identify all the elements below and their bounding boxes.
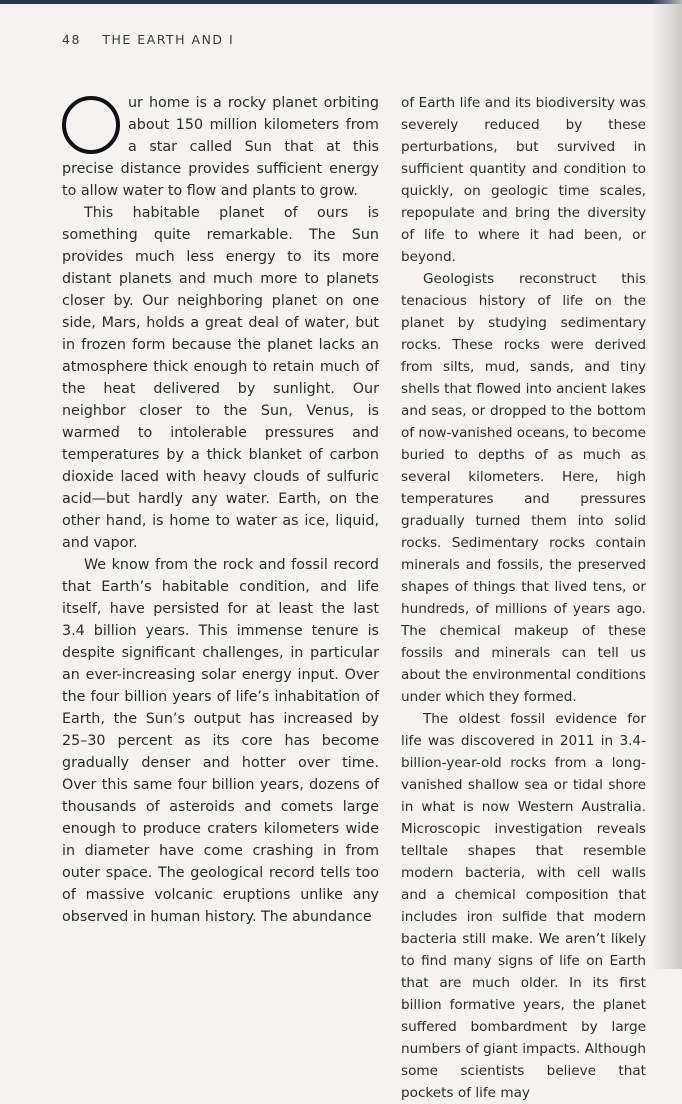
page-top-edge: [0, 0, 682, 4]
paragraph: This habitable planet of ours is something quite remarkable. The Sun provides much less energy to its more distant planets and much more to planets closer by. Our neighboring planet on one side, Mars, holds a great deal of water, but in frozen form because the planet lacks an atmosphere thick enough to retain much of the heat delivered by sunlight. Our neighbor closer to the Sun, Venus, is warmed to intolerable pressures and temperatures by a thick blanket of carbon dioxide laced with heavy clouds of sulfuric acid—but hardly any water. Earth, on the other hand, is home to water as ice, liquid, and vapor.: [62, 205, 379, 551]
page-number: 48: [62, 32, 81, 47]
right-column: [401, 92, 646, 1104]
paragraph: The oldest fossil evidence for life was discovered in 2011 in 3.4-billion-year-old rocks from a long-vanished shallow sea or tidal shore in what is now Western Australia. Microscopic investigation reveals telltale shapes that resemble modern bacteria, with cell walls and a chemical composition that includes iron sulfide that modern bacteria still make. We aren’t likely to find many signs of life on Earth that are much older. In its first billion formative years, the planet suffered bombardment by large numbers of giant impacts. Although some scientists believe that pockets of life may: [401, 711, 646, 1101]
page-gutter-shadow: [652, 0, 682, 969]
book-title: THE EARTH AND I: [102, 32, 235, 47]
paragraph: We know from the rock and fossil record that Earth’s habitable condition, and life itself, have persisted for at least the last 3.4 billion years. This immense tenure is despite significant challenges, in particular an ever-increasing solar energy input. Over the four billion years of life’s inhabitation of Earth, the Sun’s output has increased by 25–30 percent as its core has become gradually denser and hotter over time. Over this same four billion years, dozens of thousands of asteroids and comets large enough to produce craters kilometers wide in diameter have come crashing in from outer space. The geological record tells too of massive volcanic eruptions unlike any observed in human history. The abundance: [62, 557, 379, 925]
paragraph: of Earth life and its biodiversity was severely reduced by these perturbations, but survived in sufficient quantity and condition to quickly, on geologic time scales, repopulate and bring the diversity of life to where it had been, or beyond.: [401, 95, 646, 265]
left-column: [62, 92, 379, 928]
running-head: [62, 32, 234, 47]
paragraph: [62, 92, 379, 202]
paragraph: Geologists reconstruct this tenacious history of life on the planet by studying sedimentary rocks. These rocks were derived from silts, mud, sands, and tiny shells that flowed into ancient lakes and seas, or dropped to the bottom of now-vanished oceans, to become buried to depths of as much as several kilometers. Here, high temperatures and pressures gradually turned them into solid rocks. Sedimentary rocks contain minerals and fossils, the preserved shapes of things that lived tens, or hundreds, of millions of years ago. The chemical makeup of these fossils and minerals can tell us about the environmental conditions under which they formed.: [401, 271, 646, 705]
paragraph-text: ur home is a rocky planet orbiting about 150 million kilometers from a star called Sun that at this precise distance provides sufficient energy to allow water to flow and plants to grow.: [62, 95, 379, 199]
drop-cap-letter: [62, 96, 120, 154]
